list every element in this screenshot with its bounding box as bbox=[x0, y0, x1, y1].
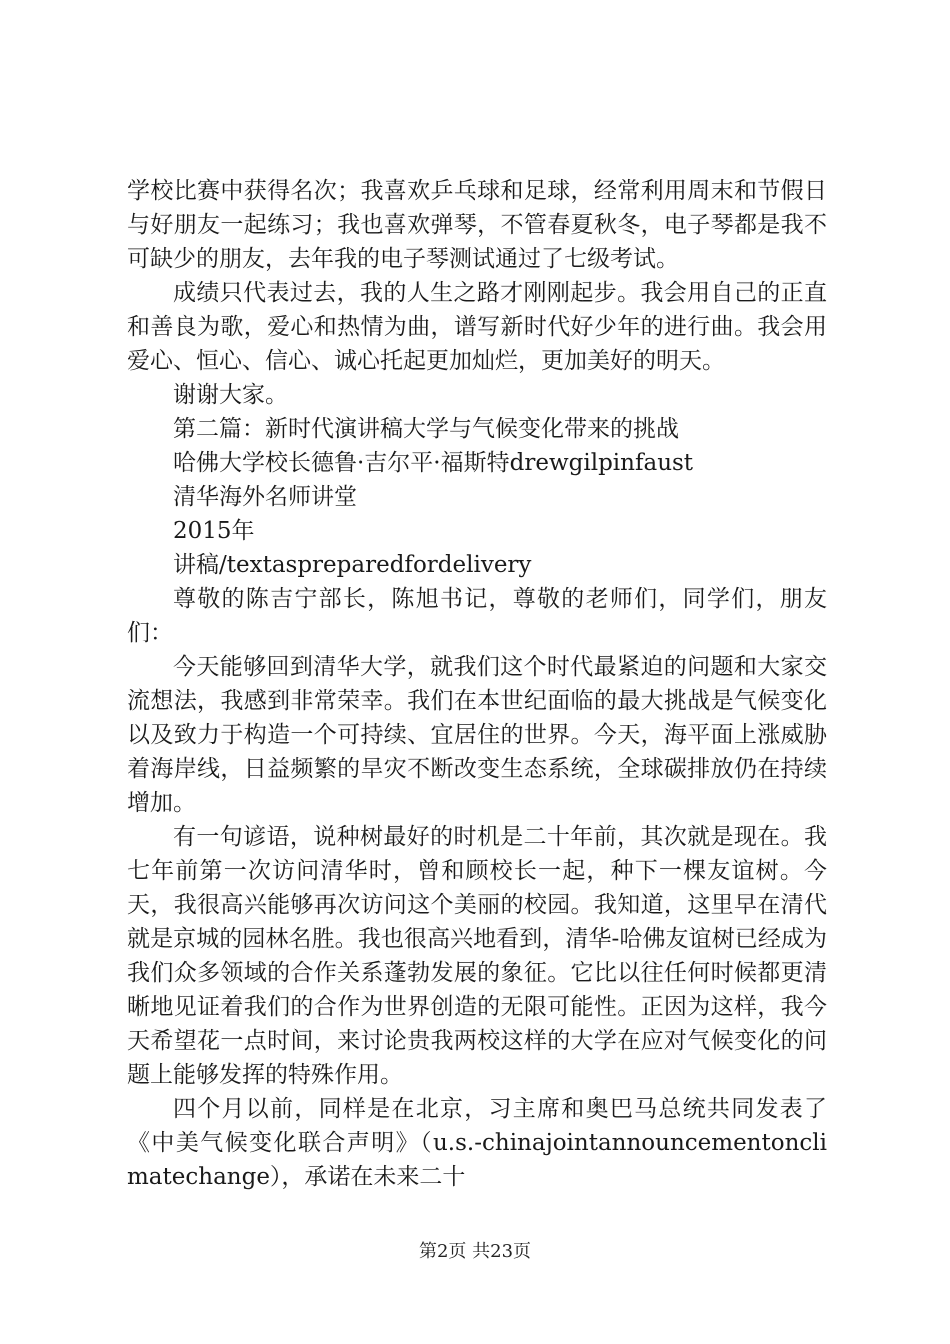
document-body bbox=[127, 174, 827, 1194]
page-number-footer: 第2页 共23页 bbox=[418, 1241, 532, 1262]
transcript-note: 讲稿/textaspreparedfordelivery bbox=[173, 552, 532, 578]
paragraph: 谢谢大家。 bbox=[173, 382, 288, 408]
section-heading: 第二篇：新时代演讲稿大学与气候变化带来的挑战 bbox=[173, 416, 679, 442]
paragraph: 今天能够回到清华大学，就我们这个时代最紧迫的问题和大家交流想法，我感到非常荣幸。我们在本世纪面临的最大挑战是气候变化以及致力于构造一个可持续、宜居住的世界。今天，海平面上涨威胁着海岸线，日益频繁的旱灾不断改变生态系统，全球碳排放仍在持续增加。 bbox=[127, 654, 827, 816]
salutation: 尊敬的陈吉宁部长，陈旭书记，尊敬的老师们，同学们，朋友们： bbox=[127, 586, 827, 646]
paragraph: 学校比赛中获得名次；我喜欢乒乓球和足球，经常利用周末和节假日与好朋友一起练习；我也喜欢弹琴，不管春夏秋冬，电子琴都是我不可缺少的朋友，去年我的电子琴测试通过了七级考试。 bbox=[127, 178, 827, 272]
paragraph: 成绩只代表过去，我的人生之路才刚刚起步。我会用自己的正直和善良为歌，爱心和热情为曲，谱写新时代好少年的进行曲。我会用爱心、恒心、信心、诚心托起更加灿烂，更加美好的明天。 bbox=[127, 280, 827, 374]
event-line: 清华海外名师讲堂 bbox=[173, 484, 357, 510]
year-line: 2015年 bbox=[173, 518, 255, 544]
paragraph: 有一句谚语，说种树最好的时机是二十年前，其次就是现在。我七年前第一次访问清华时，曾和顾校长一起，种下一棵友谊树。今天，我很高兴能够再次访问这个美丽的校园。我知道，这里早在清代就是京城的园林名胜。我也很高兴地看到，清华-哈佛友谊树已经成为我们众多领域的合作关系蓬勃发展的象征。它比以往任何时候都更清晰地见证着我们的合作为世界创造的无限可能性。正因为这样，我今天希望花一点时间，来讨论贵我两校这样的大学在应对气候变化的问题上能够发挥的特殊作用。 bbox=[127, 824, 827, 1088]
paragraph: 四个月以前，同样是在北京，习主席和奥巴马总统共同发表了《中美气候变化联合声明》（u.s.-chinajointannouncementonclimatechange），承诺在未来二十 bbox=[127, 1096, 827, 1190]
speaker-line: 哈佛大学校长德鲁·吉尔平·福斯特drewgilpinfaust bbox=[173, 450, 694, 476]
